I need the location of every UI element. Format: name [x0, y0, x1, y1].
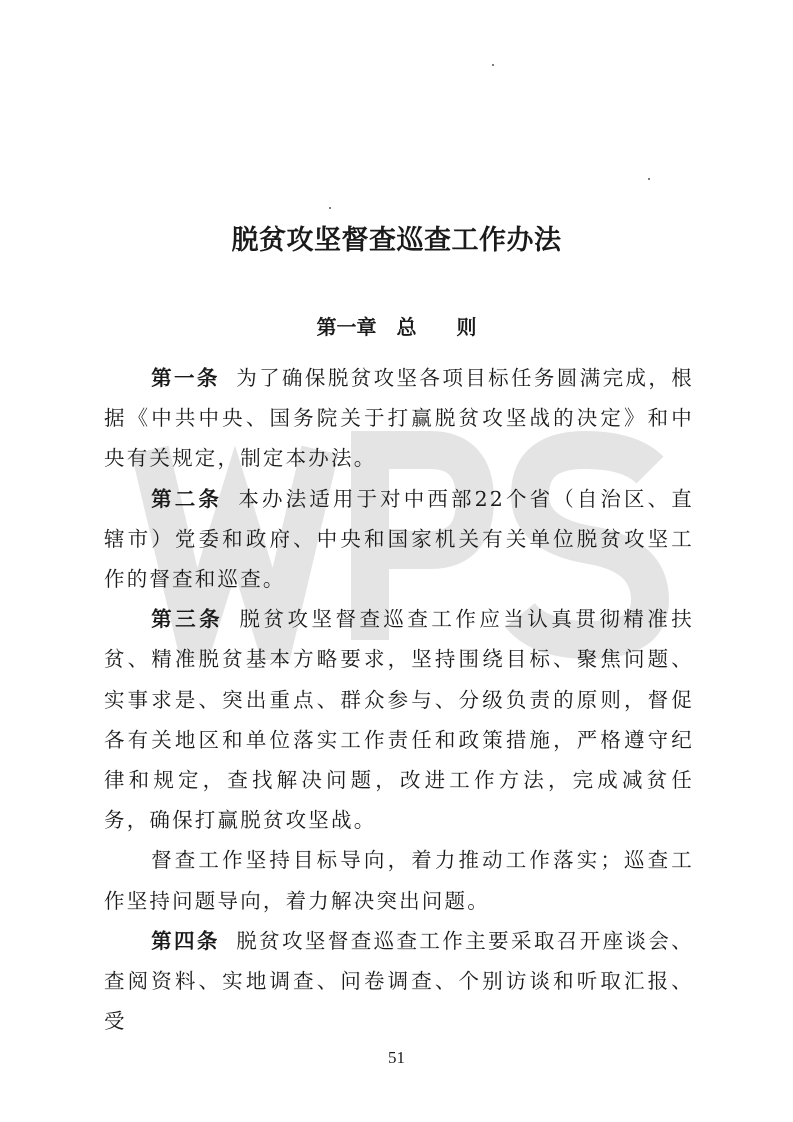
- chapter-heading: 第一章 总 则: [316, 315, 477, 339]
- article-label: 第二条: [151, 486, 222, 511]
- scan-speck: [492, 64, 494, 66]
- article-paragraph: [104, 840, 694, 920]
- article-label: 第一条: [151, 366, 220, 390]
- scan-speck: [329, 207, 331, 209]
- article-text: 脱贫攻坚督查巡查工作应当认真贯彻精准扶贫、精准脱贫基本方略要求，坚持围绕目标、聚焦问题、实事求是、突出重点、群众参与、分级负责的原则，督促各有关地区和单位落实工作责任和政策措施，严格遵守纪律和规定，查找解决问题，改进工作方法，完成减贫任务，确保打赢脱贫攻坚战。: [104, 607, 694, 833]
- scan-speck: [648, 178, 650, 180]
- article-label: 第四条: [151, 928, 220, 953]
- article-text: 督查工作坚持目标导向，着力推动工作落实；巡查工作坚持问题导向，着力解决突出问题。: [104, 848, 694, 913]
- page-number: 51: [388, 1048, 405, 1067]
- article-paragraph: [104, 479, 694, 600]
- article-text: 为了确保脱贫攻坚各项目标任务圆满完成，根据《中共中央、国务院关于打赢脱贫攻坚战的决定》和中央有关规定，制定本办法。: [104, 366, 694, 471]
- article-paragraph: [104, 358, 694, 479]
- document-body: [104, 358, 694, 1041]
- document-title: 脱贫攻坚督查巡查工作办法: [231, 225, 562, 256]
- article-paragraph: [104, 599, 694, 840]
- article-label: 第三条: [151, 607, 224, 632]
- article-paragraph: [104, 921, 694, 1042]
- article-text: 脱贫攻坚督查巡查工作主要采取召开座谈会、查阅资料、实地调查、问卷调查、个别访谈和听取汇报、受: [104, 928, 694, 1034]
- article-text: 本办法适用于对中西部22个省（自治区、直辖市）党委和政府、中央和国家机关有关单位脱贫攻坚工作的督查和巡查。: [104, 486, 694, 592]
